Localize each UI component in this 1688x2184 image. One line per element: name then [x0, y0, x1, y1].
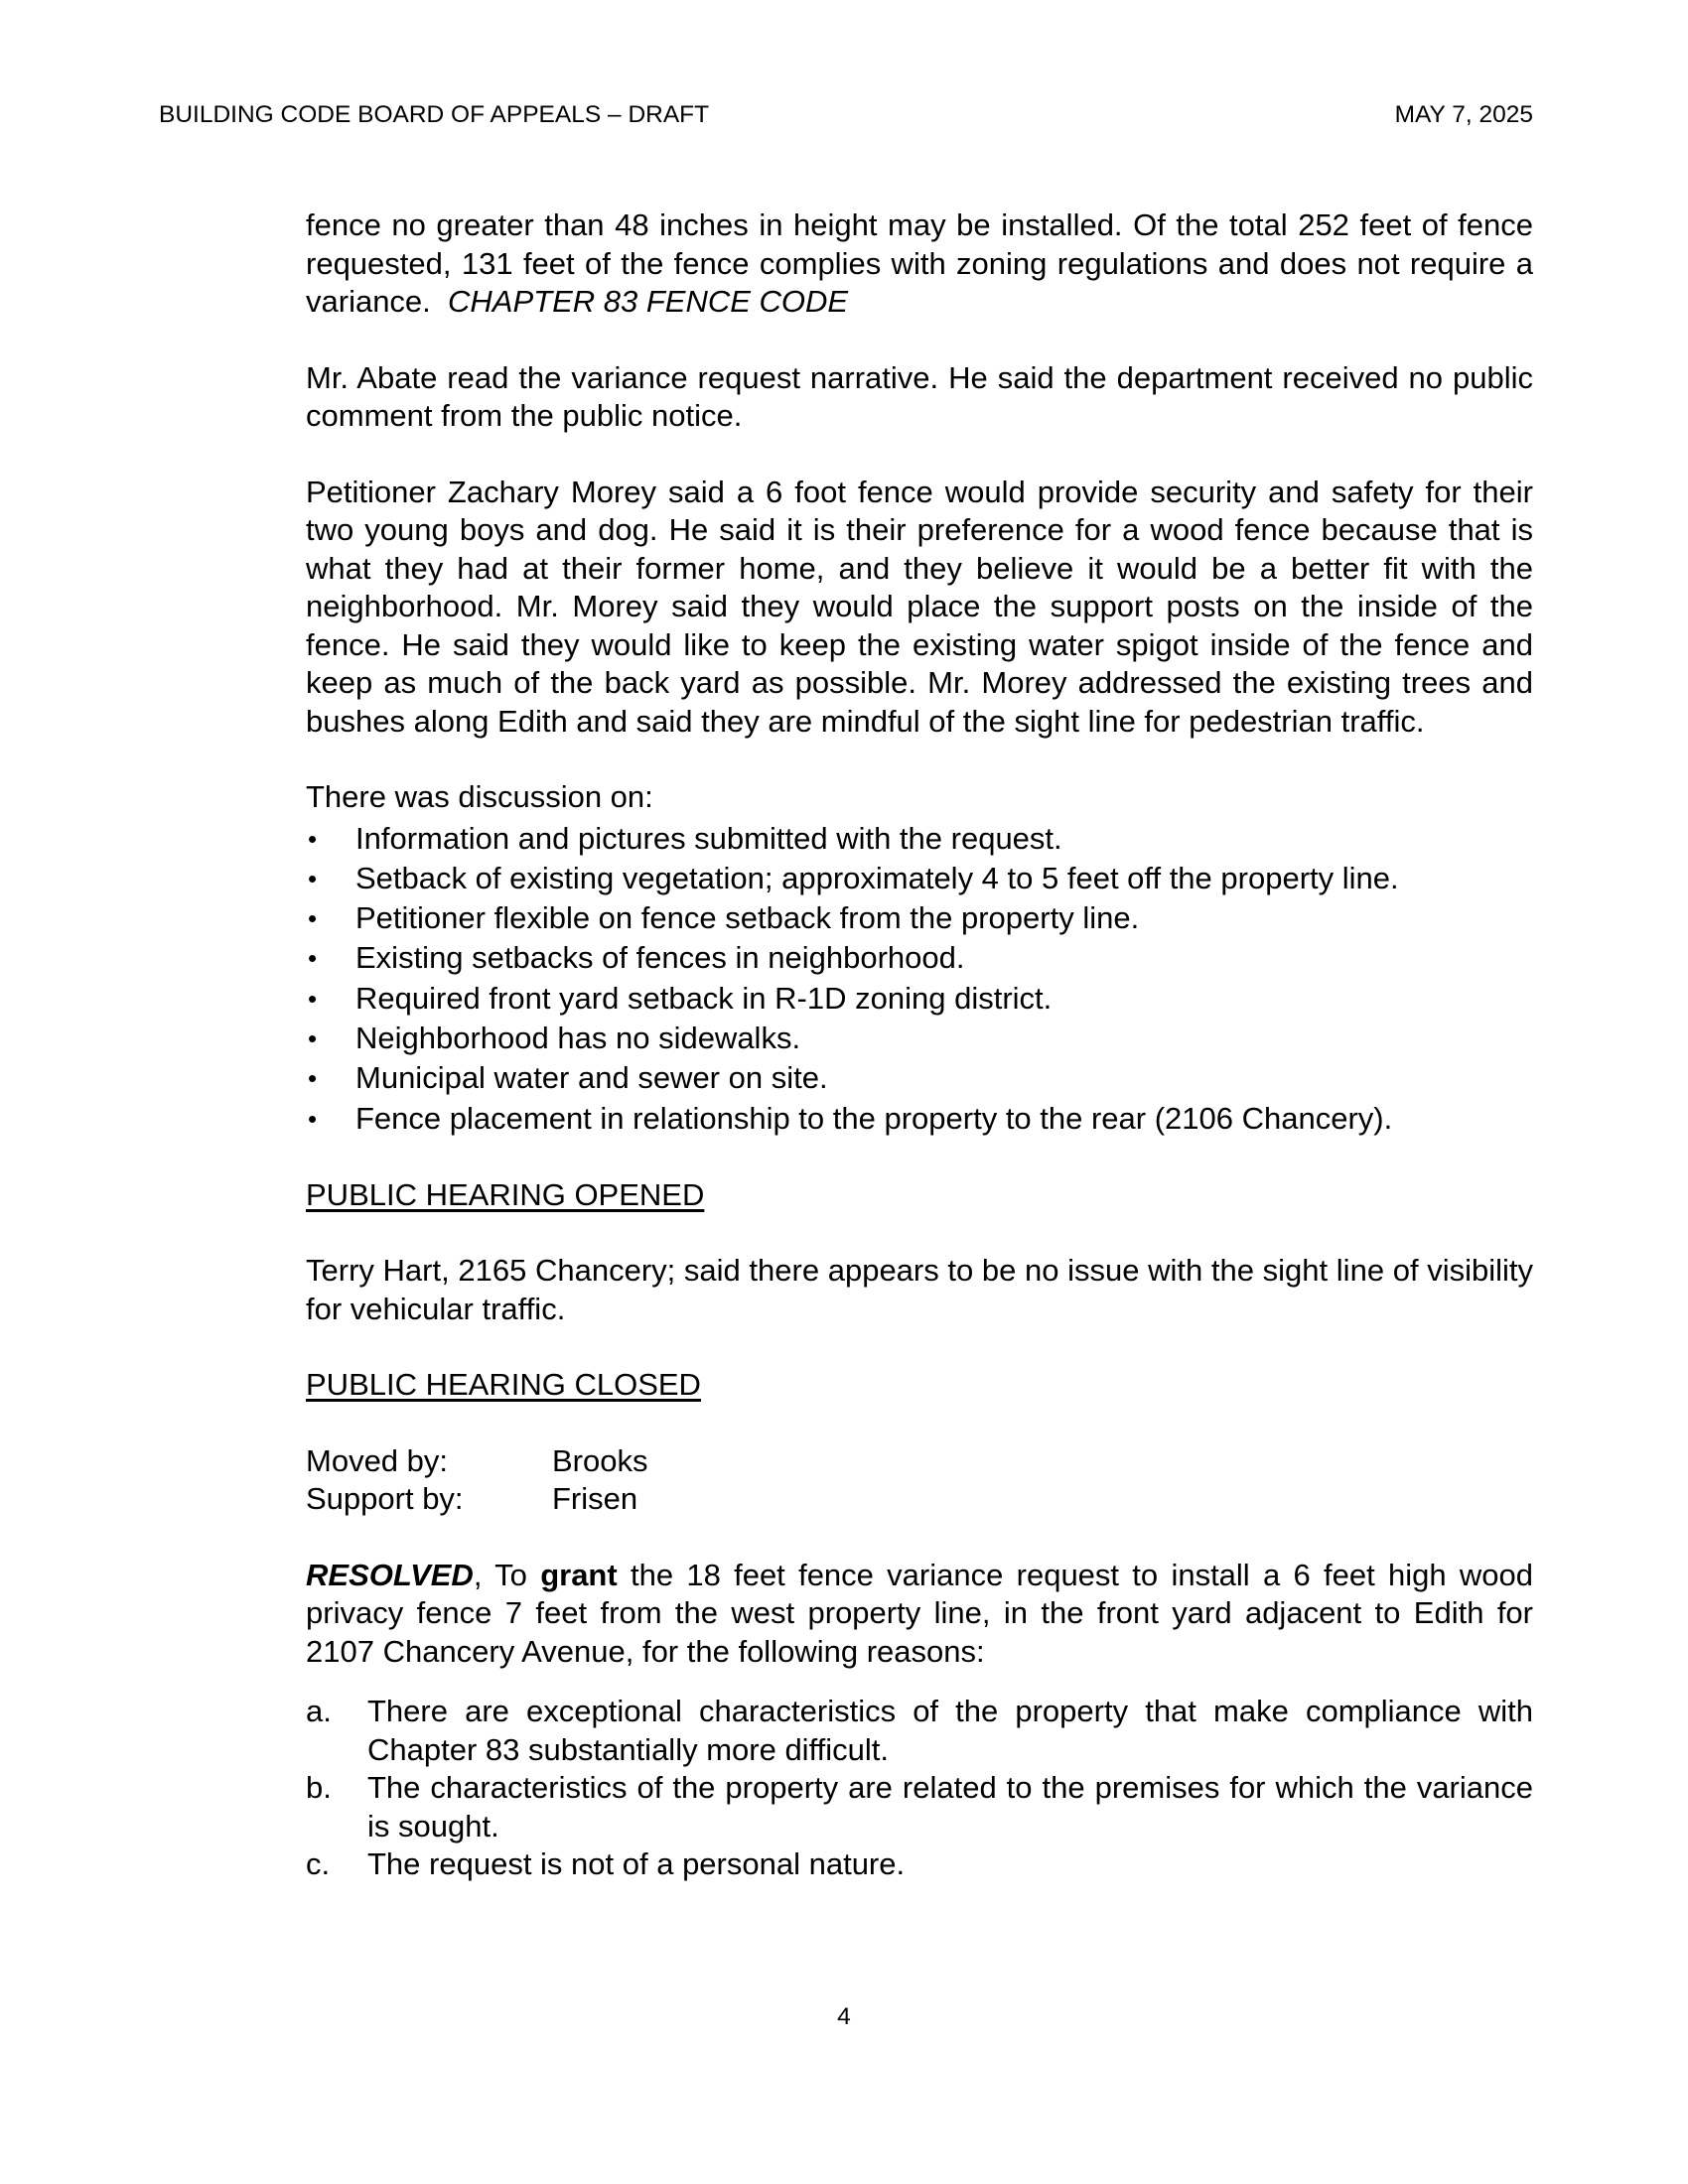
moved-by-label: Moved by:	[306, 1442, 449, 1478]
bullet-icon: •	[308, 823, 318, 854]
hearing-opened-heading: PUBLIC HEARING OPENED	[306, 1176, 705, 1212]
bullet-icon: •	[308, 863, 318, 893]
reason-item: c. The request is not of a personal nature.	[306, 1845, 1533, 1884]
bullet-icon: •	[308, 1063, 318, 1094]
hearing-closed-heading: PUBLIC HEARING CLOSED	[306, 1367, 701, 1403]
reasons-list	[306, 1693, 1533, 1884]
support-by-value: Frisen	[552, 1481, 638, 1517]
bullet-icon: •	[308, 1103, 318, 1134]
bullet-icon: •	[308, 983, 318, 1014]
reason-marker: c.	[306, 1846, 331, 1882]
bullet-icon: •	[308, 903, 318, 934]
paragraph-narrative: Mr. Abate read the variance request narrative. He said the department received no public comment from the public notice.	[306, 359, 1533, 433]
list-item: • Setback of existing vegetation; approximately 4 to 5 feet off the property line.	[306, 859, 1533, 898]
support-by-row	[306, 1480, 1533, 1519]
moved-by-row	[306, 1442, 1533, 1481]
list-item: • Fence placement in relationship to the property to the rear (2106 Chancery).	[306, 1099, 1533, 1139]
list-item: • Required front yard setback in R-1D zoning district.	[306, 979, 1533, 1019]
list-item: • Municipal water and sewer on site.	[306, 1058, 1533, 1098]
reason-item: a. There are exceptional characteristics of the property that make compliance with Chapter 83 substantially more difficult.	[306, 1694, 1533, 1767]
list-item: • Petitioner flexible on fence setback from the property line.	[306, 898, 1533, 938]
chapter-reference: CHAPTER 83 FENCE CODE	[448, 284, 849, 319]
discussion-intro: There was discussion on:	[306, 779, 653, 814]
support-by-label: Support by:	[306, 1481, 464, 1517]
moved-by-value: Brooks	[552, 1442, 648, 1478]
header-date: MAY 7, 2025	[1394, 101, 1533, 128]
list-item: • Information and pictures submitted with the request.	[306, 819, 1533, 859]
discussion-list	[306, 819, 1533, 1139]
reason-marker: a.	[306, 1694, 332, 1729]
page-number: 4	[837, 2003, 851, 2030]
bullet-icon: •	[308, 1023, 318, 1053]
bullet-icon: •	[308, 943, 318, 974]
paragraph-fence-height	[306, 206, 1533, 322]
reason-marker: b.	[306, 1770, 332, 1806]
list-item: • Existing setbacks of fences in neighborhood.	[306, 938, 1533, 978]
paragraph-petitioner: Petitioner Zachary Morey said a 6 foot fence would provide security and safety for their two young boys and dog. He said it is their preference for a wood fence because that is what they had at their former home, and they believe it would be a better fit with the neighborhood. Mr. Morey said they would place the support posts on the inside of the fence. He said they would like to keep the existing water spigot inside of the fence and keep as much of the back yard as possible. Mr. Morey addressed the existing trees and bushes along Edith and said they are mindful of the sight line for pedestrian traffic.	[306, 474, 1533, 739]
header-title: BUILDING CODE BOARD OF APPEALS – DRAFT	[159, 101, 710, 128]
paragraph-fence-height-text: fence no greater than 48 inches in height may be installed. Of the total 252 feet of fence requested, 131 feet of the fence complies with zoning regulations and does not require a variance.	[306, 207, 1533, 319]
list-item: • Neighborhood has no sidewalks.	[306, 1019, 1533, 1058]
reason-item: b. The characteristics of the property are related to the premises for which the variance is sought.	[306, 1770, 1533, 1843]
document-body	[306, 206, 1533, 1884]
grant-keyword: grant	[540, 1557, 618, 1592]
public-comment: Terry Hart, 2165 Chancery; said there appears to be no issue with the sight line of visibility for vehicular traffic.	[306, 1253, 1533, 1326]
resolution-paragraph: RESOLVED, To grant the 18 feet fence variance request to install a 6 feet high wood privacy fence 7 feet from the west property line, in the front yard adjacent to Edith for 2107 Chancery Avenue, for the following reasons:	[306, 1557, 1533, 1669]
resolved-keyword: RESOLVED	[306, 1557, 474, 1592]
